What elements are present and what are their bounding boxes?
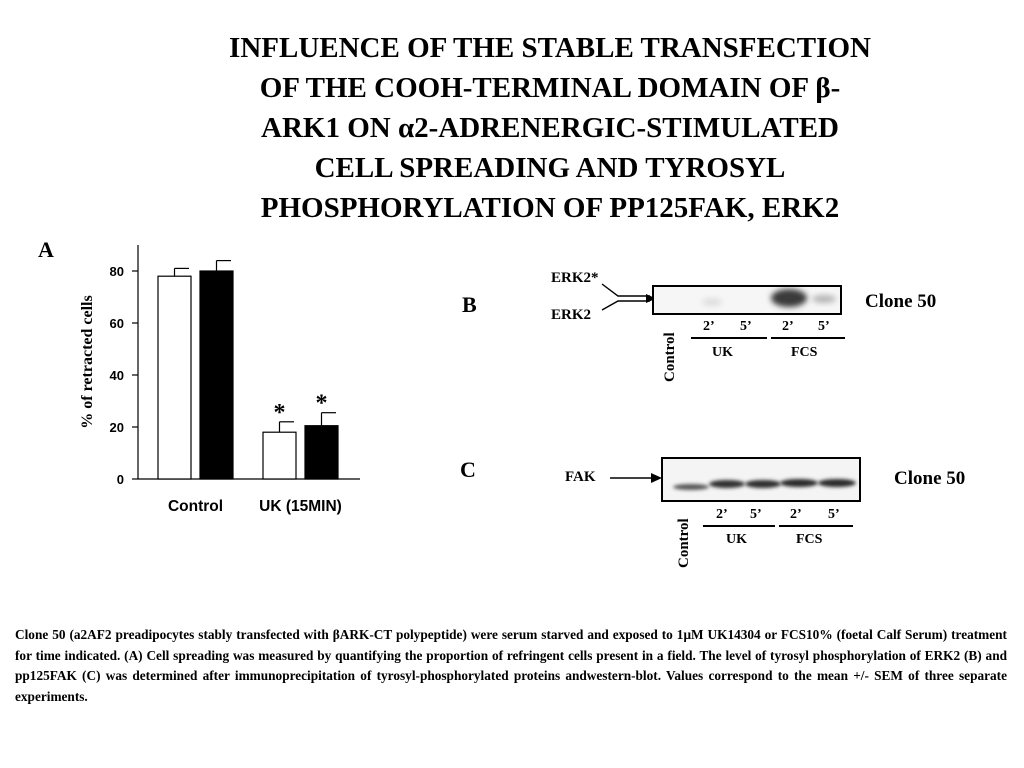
fak-label: FAK — [565, 469, 596, 485]
bar — [158, 276, 191, 479]
y-tick-label: 0 — [116, 472, 124, 487]
erk2-star-label: ERK2* — [551, 270, 599, 286]
uk-condition-label-b: UK — [712, 345, 733, 360]
lane-c-fcs-2: 2’ — [790, 507, 802, 522]
lane-b-uk-2: 2’ — [703, 319, 715, 334]
title-line-3-rest: 2-ADRENERGIC-STIMULATED — [414, 112, 839, 144]
erk2-blot-image — [652, 285, 842, 315]
panel-label-a: A — [38, 237, 54, 262]
clone-50-label-c: Clone 50 — [894, 468, 966, 489]
lane-b-fcs-5: 5’ — [818, 319, 830, 334]
panel-label-c: C — [460, 457, 476, 482]
fak-pointer-arrow — [610, 470, 662, 486]
uk-condition-label-c: UK — [726, 532, 747, 547]
lane-c-fcs-5: 5’ — [828, 507, 840, 522]
bar — [305, 426, 338, 479]
slide-title — [150, 28, 950, 228]
title-line-2-text: OF THE COOH-TERMINAL DOMAIN OF — [259, 72, 816, 104]
erk2-pointer-arrows — [600, 280, 656, 320]
clone-50-label-b: Clone 50 — [865, 291, 937, 312]
lane-c-uk-5: 5’ — [750, 507, 762, 522]
lane-b-uk-5: 5’ — [740, 319, 752, 334]
alpha-symbol: α — [397, 112, 415, 144]
significance-mark: * — [273, 399, 286, 426]
erk2-label: ERK2 — [551, 307, 592, 323]
fcs-underline-c — [779, 525, 853, 527]
title-line-2-hyphen: - — [830, 72, 841, 104]
uk-underline-c — [703, 525, 775, 527]
uk-underline-b — [691, 337, 767, 339]
lane-b-fcs-2: 2’ — [782, 319, 794, 334]
fcs-condition-label-c: FCS — [796, 532, 823, 547]
title-line-3-text: ARK1 ON — [261, 112, 398, 144]
title-line-3 — [150, 108, 950, 148]
figure-caption — [15, 625, 1007, 707]
fak-blot-image — [661, 457, 861, 502]
bar — [263, 432, 296, 479]
caption-text-3: M UK14304 or FCS10% (foetal Calf Serum) treatment for time indicated. (A) Cell spreading was measured by quantifying the proportion of refringent cells present in a field. The level of tyrosyl phosphorylation of ERK2 (B) and pp125FAK (C) was determined after immunoprecipitation of tyrosyl-phosphorylated proteins andwestern-blot. Values correspond to the mean +/- SEM of three separate experiments. — [15, 627, 1007, 704]
caption-text-2: ARK-CT polypeptide) were serum starved and exposed to 1 — [339, 627, 684, 642]
title-line-5: PHOSPHORYLATION OF PP125FAK, ERK2 — [260, 192, 840, 224]
panel-label-b: B — [462, 292, 477, 317]
y-tick-label: 20 — [109, 420, 124, 435]
significance-mark: * — [315, 390, 328, 417]
control-lane-label-c: Control — [676, 518, 692, 568]
lane-c-uk-2: 2’ — [716, 507, 728, 522]
title-line-4: CELL SPREADING AND TYROSYL — [314, 152, 786, 184]
fcs-condition-label-b: FCS — [791, 345, 818, 360]
caption-mu-symbol: μ — [683, 627, 691, 642]
control-lane-label-b: Control — [662, 332, 678, 382]
y-axis-label: % of retracted cells — [79, 295, 96, 429]
bar-chart-retracted-cells — [60, 235, 380, 525]
bar — [200, 271, 233, 479]
y-tick-label: 40 — [109, 368, 124, 383]
beta-symbol: β — [815, 72, 831, 104]
caption-beta-symbol: β — [332, 627, 340, 642]
caption-text-1: Clone 50 (a2AF2 preadipocytes stably transfected with — [15, 627, 333, 642]
x-category-label: UK (15MIN) — [259, 498, 342, 515]
fcs-underline-b — [771, 337, 845, 339]
title-line-1: INFLUENCE OF THE STABLE TRANSFECTION — [229, 32, 871, 64]
title-line-2 — [150, 68, 950, 108]
x-category-label: Control — [167, 498, 224, 515]
y-tick-label: 60 — [109, 316, 124, 331]
y-tick-label: 80 — [109, 264, 124, 279]
